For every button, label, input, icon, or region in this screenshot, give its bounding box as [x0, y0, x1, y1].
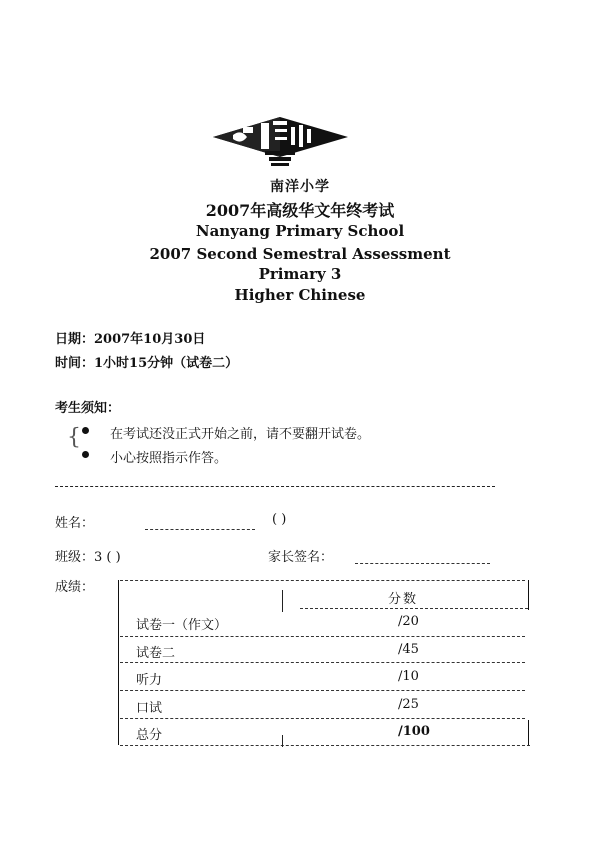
divider — [55, 486, 495, 488]
school-logo — [213, 115, 348, 177]
table-line — [120, 718, 525, 720]
register-number-field[interactable]: ( ) — [272, 512, 287, 527]
table-row-score: /25 — [398, 697, 419, 712]
table-line — [282, 735, 284, 747]
exam-date: 日期：2007年10月30日 — [55, 332, 206, 347]
notice-item: 在考试还没正式开始之前，请不要翻开试卷。 — [110, 427, 371, 442]
subject-title: Higher Chinese — [234, 286, 366, 304]
school-name-en: Nanyang Primary School — [195, 222, 405, 240]
table-row-label: 听力 — [136, 673, 163, 688]
table-row-label: 总分 — [136, 728, 163, 743]
class-label: 班级：3 ( ) — [55, 550, 121, 565]
table-row-score: /20 — [398, 614, 419, 629]
school-name-cn: 南洋小学 — [270, 179, 330, 195]
level-title: Primary 3 — [258, 265, 342, 283]
table-row-score: /10 — [398, 669, 419, 684]
notice-item: 小心按照指示作答。 — [110, 451, 228, 466]
assessment-title: 2007 Second Semestral Assessment — [149, 245, 451, 263]
table-line — [300, 608, 528, 610]
score-column-header: 分数 — [388, 592, 419, 607]
table-border — [528, 720, 530, 745]
name-label: 姓名： — [55, 516, 95, 531]
table-line — [120, 690, 525, 692]
table-row-label: 试卷二 — [136, 646, 176, 661]
exam-title-cn: 2007年高级华文年终考试 — [205, 201, 395, 220]
table-row-score: /45 — [398, 642, 419, 657]
table-line — [120, 636, 525, 638]
total-score: /100 — [398, 724, 430, 739]
bullet-icon — [82, 451, 89, 458]
table-line — [120, 745, 530, 747]
brace-mark: { — [67, 425, 81, 450]
score-label: 成绩： — [55, 580, 95, 595]
parent-signature-label: 家长签名： — [268, 550, 334, 565]
table-row-label: 口试 — [136, 701, 163, 716]
name-field[interactable] — [145, 528, 255, 530]
table-row-label: 试卷一（作文） — [136, 618, 228, 633]
table-line — [120, 580, 525, 582]
table-line — [282, 590, 284, 612]
bullet-icon — [82, 427, 89, 434]
notice-title: 考生须知： — [55, 401, 121, 416]
parent-signature-field[interactable] — [355, 562, 490, 564]
exam-duration: 时间：1小时15分钟（试卷二） — [55, 356, 239, 371]
table-line — [120, 662, 525, 664]
table-border — [528, 580, 530, 610]
